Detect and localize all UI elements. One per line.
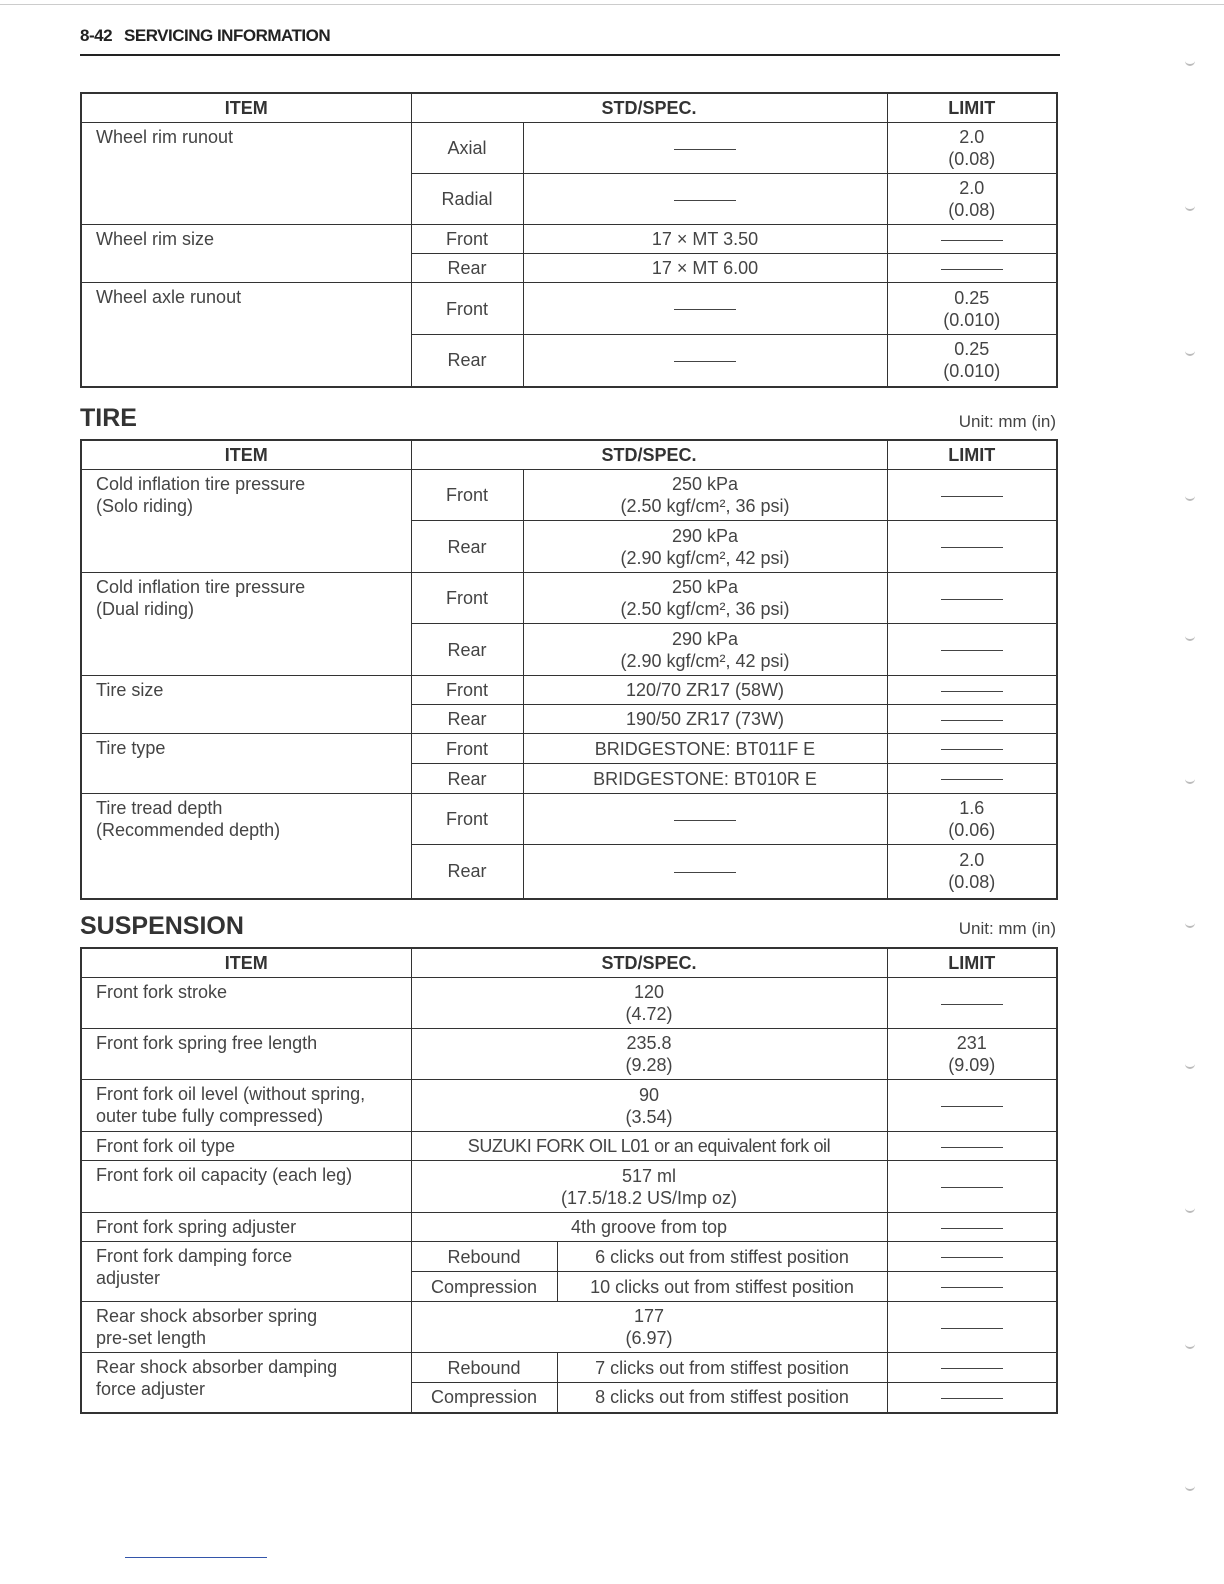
limit-dash: [887, 1353, 1057, 1383]
value-cell: 4th groove from top: [411, 1213, 887, 1242]
item-tread-depth: Tire tread depth (Recommended depth): [81, 794, 411, 899]
limit-dash: [887, 676, 1057, 705]
binding-mark: [1185, 350, 1195, 356]
unit-note: Unit: mm (in): [958, 412, 1056, 431]
limit-dash: [887, 1272, 1057, 1302]
item-wheel-rim-size: Wheel rim size: [81, 225, 411, 283]
wheel-spec-table: [80, 92, 1058, 388]
item-oil-type: Front fork oil type: [81, 1132, 411, 1161]
limit-dash: [887, 1132, 1057, 1161]
sub-front: Front: [411, 676, 523, 705]
sub-rebound: Rebound: [411, 1353, 557, 1383]
value-cell: 6 clicks out from stiffest position: [557, 1242, 887, 1272]
limit-dash: [887, 254, 1057, 283]
item-oil-capacity: Front fork oil capacity (each leg): [81, 1161, 411, 1213]
sub-front: Front: [411, 573, 523, 624]
sub-rear: Rear: [411, 335, 523, 387]
limit-dash: [887, 521, 1057, 573]
binding-mark: [1185, 635, 1195, 641]
page-number: 8-42: [80, 26, 113, 45]
item-tire-size: Tire size: [81, 676, 411, 734]
value-cell: 17 × MT 6.00: [523, 254, 887, 283]
limit-cell: 2.0 (0.08): [887, 174, 1057, 225]
limit-cell: 1.6 (0.06): [887, 794, 1057, 845]
suspension-spec-table: [80, 947, 1058, 1414]
top-rule: [0, 4, 1224, 5]
header-item: ITEM: [81, 440, 411, 470]
item-oil-level: Front fork oil level (without spring, outer tube fully compressed): [81, 1080, 411, 1132]
value-cell: 517 ml (17.5/18.2 US/Imp oz): [411, 1161, 887, 1213]
limit-cell: 231 (9.09): [887, 1029, 1057, 1080]
section-title-tire: TIRE: [80, 404, 137, 432]
limit-dash: [887, 978, 1057, 1029]
tire-spec-table: [80, 439, 1058, 900]
sub-rebound: Rebound: [411, 1242, 557, 1272]
item-tire-type: Tire type: [81, 734, 411, 794]
value-cell: 190/50 ZR17 (73W): [523, 705, 887, 734]
value-dash: [523, 794, 887, 845]
value-dash: [523, 174, 887, 225]
value-cell: 250 kPa (2.50 kgf/cm², 36 psi): [523, 470, 887, 521]
binding-mark: [1185, 60, 1195, 66]
binding-mark: [1185, 1063, 1195, 1069]
footer-link-line: [125, 1557, 267, 1558]
value-cell: 8 clicks out from stiffest position: [557, 1383, 887, 1413]
limit-cell: 2.0 (0.08): [887, 123, 1057, 174]
value-dash: [523, 845, 887, 899]
sub-rear: Rear: [411, 521, 523, 573]
limit-dash: [887, 705, 1057, 734]
value-dash: [523, 335, 887, 387]
limit-dash: [887, 764, 1057, 794]
binding-mark: [1185, 495, 1195, 501]
value-cell: 10 clicks out from stiffest position: [557, 1272, 887, 1302]
value-dash: [523, 283, 887, 335]
value-cell: 90 (3.54): [411, 1080, 887, 1132]
item-wheel-rim-runout: Wheel rim runout: [81, 123, 411, 225]
sub-front: Front: [411, 225, 523, 254]
header-item: ITEM: [81, 948, 411, 978]
limit-dash: [887, 624, 1057, 676]
value-cell: 177 (6.97): [411, 1302, 887, 1353]
value-cell: 290 kPa (2.90 kgf/cm², 42 psi): [523, 521, 887, 573]
limit-cell: 2.0 (0.08): [887, 845, 1057, 899]
limit-dash: [887, 1161, 1057, 1213]
binding-mark: [1185, 205, 1195, 211]
binding-mark: [1185, 1343, 1195, 1349]
section-title-suspension: SUSPENSION: [80, 912, 244, 940]
value-cell: 17 × MT 3.50: [523, 225, 887, 254]
value-cell: 120/70 ZR17 (58W): [523, 676, 887, 705]
header-spec: STD/SPEC.: [411, 948, 887, 978]
value-cell: BRIDGESTONE: BT011F E: [523, 734, 887, 764]
item-rear-damping: Rear shock absorber damping force adjuster: [81, 1353, 411, 1413]
header-limit: LIMIT: [887, 93, 1057, 123]
limit-dash: [887, 225, 1057, 254]
sub-rear: Rear: [411, 254, 523, 283]
limit-cell: 0.25 (0.010): [887, 335, 1057, 387]
binding-mark: [1185, 922, 1195, 928]
value-cell: 120 (4.72): [411, 978, 887, 1029]
value-cell: 235.8 (9.28): [411, 1029, 887, 1080]
sub-compression: Compression: [411, 1272, 557, 1302]
sub-rear: Rear: [411, 845, 523, 899]
value-cell: 290 kPa (2.90 kgf/cm², 42 psi): [523, 624, 887, 676]
item-preset-length: Rear shock absorber spring pre-set length: [81, 1302, 411, 1353]
item-spring-length: Front fork spring free length: [81, 1029, 411, 1080]
limit-dash: [887, 573, 1057, 624]
binding-mark: [1185, 1485, 1195, 1491]
item-solo-pressure: Cold inflation tire pressure (Solo riding): [81, 470, 411, 573]
sub-front: Front: [411, 470, 523, 521]
sub-rear: Rear: [411, 764, 523, 794]
limit-dash: [887, 1213, 1057, 1242]
sub-radial: Radial: [411, 174, 523, 225]
sub-rear: Rear: [411, 624, 523, 676]
unit-note: Unit: mm (in): [958, 919, 1056, 938]
page-header-title: SERVICING INFORMATION: [124, 26, 331, 45]
sub-compression: Compression: [411, 1383, 557, 1413]
value-dash: [523, 123, 887, 174]
page-header: [80, 26, 1060, 56]
limit-dash: [887, 1383, 1057, 1413]
value-cell: 250 kPa (2.50 kgf/cm², 36 psi): [523, 573, 887, 624]
binding-mark: [1185, 778, 1195, 784]
limit-cell: 0.25 (0.010): [887, 283, 1057, 335]
header-item: ITEM: [81, 93, 411, 123]
value-cell: 7 clicks out from stiffest position: [557, 1353, 887, 1383]
binding-mark: [1185, 1207, 1195, 1213]
item-dual-pressure: Cold inflation tire pressure (Dual riding): [81, 573, 411, 676]
limit-dash: [887, 1302, 1057, 1353]
sub-front: Front: [411, 794, 523, 845]
sub-rear: Rear: [411, 705, 523, 734]
header-spec: STD/SPEC.: [411, 93, 887, 123]
value-cell: BRIDGESTONE: BT010R E: [523, 764, 887, 794]
item-fork-stroke: Front fork stroke: [81, 978, 411, 1029]
sub-front: Front: [411, 283, 523, 335]
limit-dash: [887, 734, 1057, 764]
limit-dash: [887, 470, 1057, 521]
limit-dash: [887, 1242, 1057, 1272]
limit-dash: [887, 1080, 1057, 1132]
item-front-damping: Front fork damping force adjuster: [81, 1242, 411, 1302]
sub-axial: Axial: [411, 123, 523, 174]
header-limit: LIMIT: [887, 440, 1057, 470]
item-wheel-axle-runout: Wheel axle runout: [81, 283, 411, 387]
value-cell: SUZUKI FORK OIL L01 or an equivalent fork oil: [411, 1132, 887, 1161]
header-spec: STD/SPEC.: [411, 440, 887, 470]
item-spring-adjuster: Front fork spring adjuster: [81, 1213, 411, 1242]
sub-front: Front: [411, 734, 523, 764]
header-limit: LIMIT: [887, 948, 1057, 978]
